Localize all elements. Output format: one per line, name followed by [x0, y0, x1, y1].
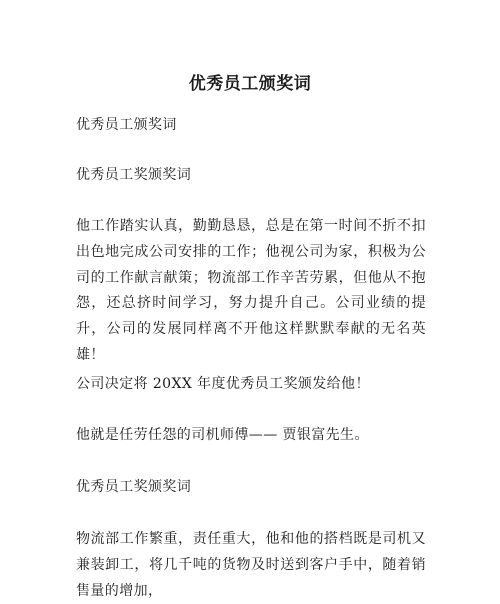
paragraph-heading-award-second: 优秀员工奖颁奖词: [76, 479, 192, 495]
paragraph-body-logistics: 物流部工作繁重，责任重大，他和他的搭档既是司机又兼装卸工，将几千吨的货物及时送到客户手中，随着销售量的增加，: [76, 531, 426, 599]
paragraph-awardee-name: 他就是任劳任怨的司机师傅—— 贾银富先生。: [76, 427, 369, 443]
paragraph-award-decision: 公司决定将 20XX 年度优秀员工奖颁发给他！: [76, 376, 370, 392]
paragraph-subtitle: 优秀员工颁奖词: [76, 117, 177, 133]
paragraph-heading-award: 优秀员工奖颁奖词: [76, 167, 192, 183]
paragraph-body-intro: 他工作踏实认真，勤勤恳恳，总是在第一时间不折不扣出色地完成公司安排的工作；他视公司为家，积极为公司的工作献言献策；物流部工作辛苦劳累，但他从不抱怨，还总挤时间学习，努力提升自己。公司业绩的提升，公司的发展同样离不开他这样默默奉献的无名英雄！: [76, 218, 426, 363]
document-title: 优秀员工颁奖词: [188, 74, 312, 94]
